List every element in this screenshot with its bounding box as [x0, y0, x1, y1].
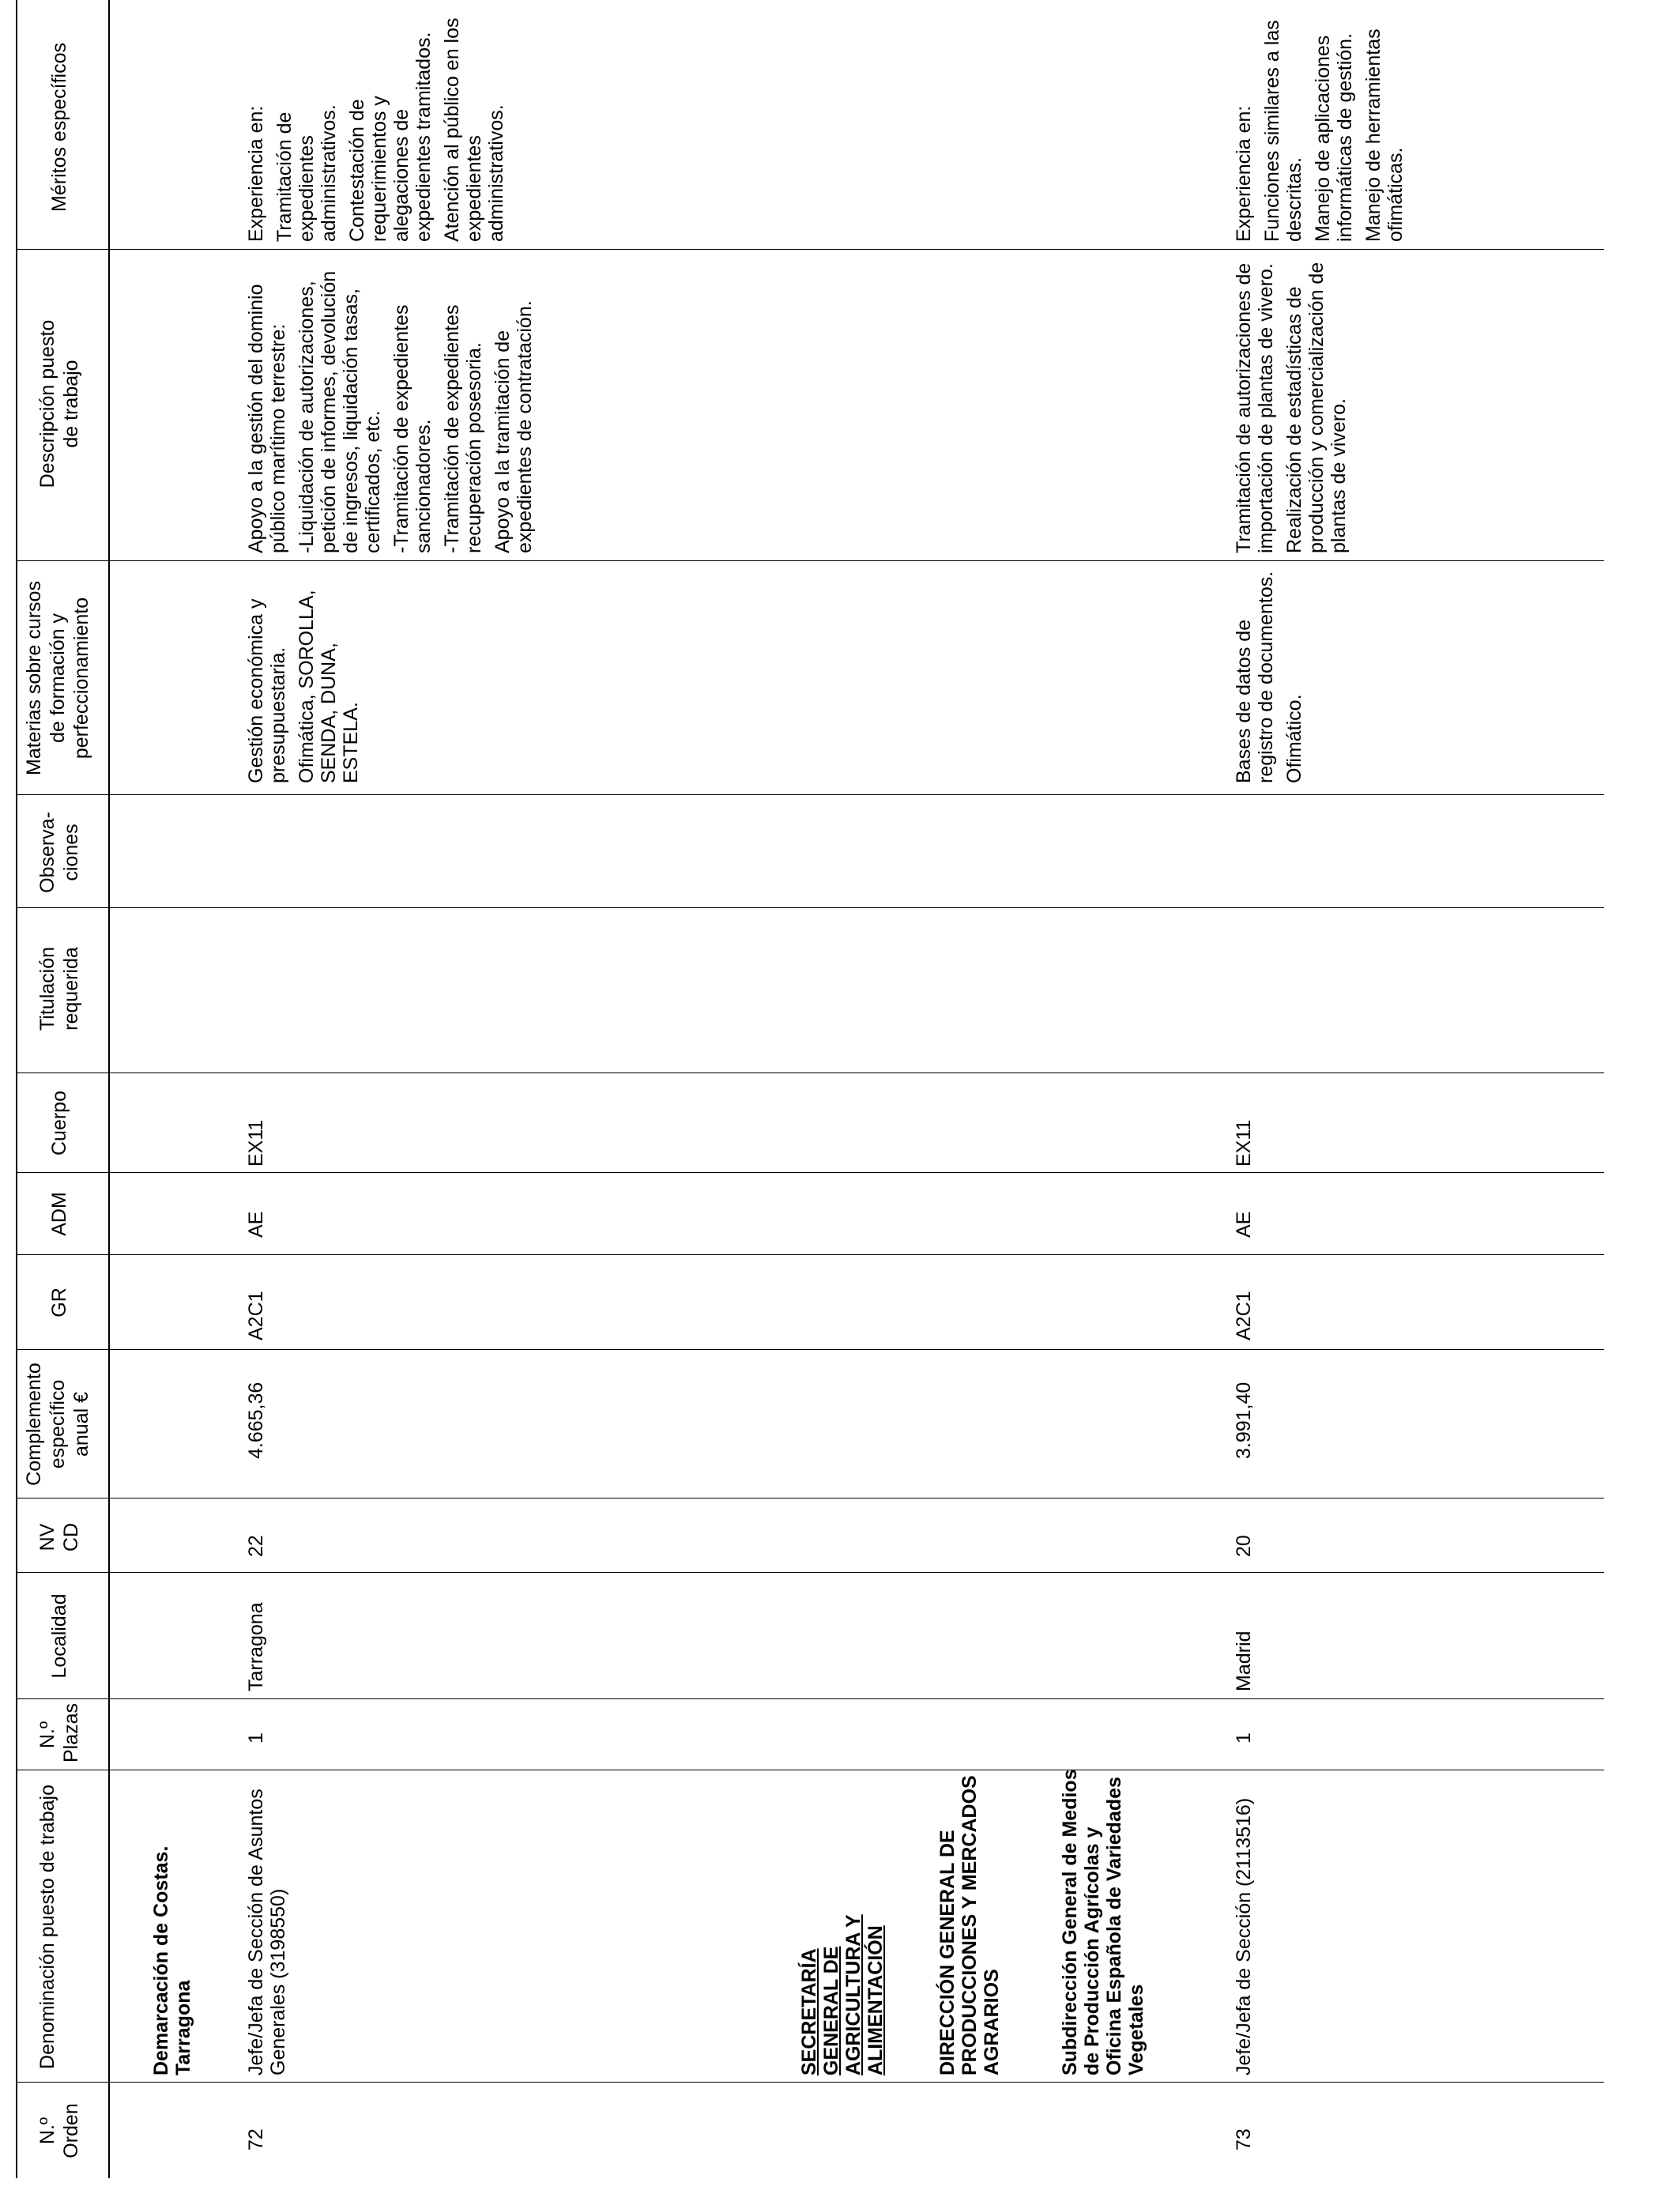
row72-plazas: 1: [245, 1732, 267, 1744]
row72-orden: 72: [245, 2128, 267, 2151]
row73-descripcion-line: Realización de estadísticas de producción y comercialización de plantas de vivero.: [1283, 262, 1350, 553]
header-complemento: Complemento específico anual €: [23, 1363, 92, 1486]
row73-descripcion: [1233, 253, 1356, 553]
row73-denominacion: Jefe/Jefa de Sección (2113516): [1233, 1797, 1255, 2075]
row72-descripcion-line: Apoyo a la tramitación de expedientes de contratación.: [492, 300, 536, 553]
header-adm: ADM: [48, 1192, 70, 1236]
row72-adm: AE: [245, 1211, 267, 1238]
col-sep: [16, 249, 1604, 250]
row73-materias-line: Ofimático.: [1283, 694, 1305, 783]
col-sep: [16, 1349, 1604, 1350]
header-localidad: Localidad: [48, 1593, 70, 1679]
col-sep: [16, 1072, 1604, 1073]
row72-meritos-line: Contestación de requerimientos y alegaciones de expedientes tramitados.: [346, 32, 435, 242]
col-sep: [16, 1172, 1604, 1173]
header-materias: Materias sobre cursos de formación y perfeccionamiento: [23, 581, 92, 775]
row72-materias-line: Ofimática, SOROLLA, SENDA, DUNA, ESTELA.: [296, 590, 362, 783]
header-titulacion: Titulación requerida: [36, 946, 82, 1031]
row72-descripcion-line: -Liquidación de autorizaciones, petición de informes, devolución de ingresos, liquidación tasas, certificados, etc.: [296, 270, 384, 553]
row73-orden: 73: [1233, 2128, 1255, 2151]
header-nvcd: NV CD: [36, 1522, 82, 1552]
row72-complemento: 4.665,36: [245, 1382, 267, 1459]
header-meritos: Méritos específicos: [48, 43, 70, 212]
row72-gr: A2C1: [245, 1291, 267, 1340]
row72-materias-line: Gestión económica y presupuestaria.: [245, 598, 289, 783]
col-sep: [16, 2082, 1604, 2083]
row72-meritos: [245, 1, 514, 242]
col-sep: [16, 794, 1604, 795]
header-gr: GR: [48, 1287, 70, 1318]
section-direccion: DIRECCIÓN GENERAL DE PRODUCCIONES Y MERCADOS AGRARIOS: [936, 1775, 1003, 2075]
row72-meritos-line: Experiencia en:: [245, 105, 267, 242]
col-sep: [16, 1698, 1604, 1699]
header-orden: N.º Orden: [36, 2103, 82, 2158]
col-sep: [16, 560, 1604, 561]
row72-meritos-line: Tramitación de expedientes administrativos.: [273, 104, 340, 242]
row72-cuerpo: EX11: [245, 1119, 267, 1167]
section-demarcacion: Demarcación de Costas. Tarragona: [150, 1845, 194, 2075]
row73-meritos-line: Experiencia en:: [1233, 105, 1255, 242]
header-descripcion: Descripción puesto de trabajo: [36, 319, 82, 488]
col-sep: [16, 907, 1604, 908]
header-plazas: N.º Plazas: [36, 1702, 82, 1762]
row73-materias: [1233, 570, 1312, 783]
row72-descripcion: [245, 253, 542, 553]
row72-materias: [245, 570, 368, 783]
row73-localidad: Madrid: [1233, 1630, 1255, 1691]
row73-plazas: 1: [1233, 1732, 1255, 1744]
row73-meritos-line: Manejo de herramientas ofimáticas.: [1362, 28, 1407, 242]
table-top-rule: [16, 0, 17, 2178]
header-denominacion: Denominación puesto de trabajo: [36, 1785, 58, 2069]
row72-denominacion: Jefe/Jefa de Sección de Asuntos Generales (3198550): [245, 1789, 289, 2075]
row73-materias-line: Bases de datos de registro de documentos.: [1233, 571, 1277, 783]
row73-meritos-line: Manejo de aplicaciones informáticas de gestión.: [1312, 32, 1356, 242]
row73-meritos-line: Funciones similares a las descritas.: [1261, 20, 1305, 242]
section-secretaria: SECRETARÍA GENERAL DE AGRICULTURA Y ALIMENTACIÓN: [798, 1914, 887, 2075]
row72-meritos-line: Atención al público en los expedientes administrativos.: [441, 17, 507, 242]
header-observaciones: Observa-ciones: [36, 812, 82, 893]
row72-descripcion-line: -Tramitación de expedientes recuperación posesoria.: [441, 304, 485, 553]
row73-gr: A2C1: [1233, 1291, 1255, 1340]
row73-complemento: 3.991,40: [1233, 1382, 1255, 1459]
row73-adm: AE: [1233, 1211, 1255, 1238]
row72-descripcion-line: Apoyo a la gestión del dominio público marítimo terrestre:: [245, 284, 289, 553]
section-subdireccion: Subdirección General de Medios de Producción Agrícolas y Oficina Española de Variedades Vegetales: [1059, 1769, 1147, 2075]
row73-cuerpo: EX11: [1233, 1119, 1255, 1167]
col-sep: [16, 1572, 1604, 1573]
row73-meritos: [1233, 1, 1413, 242]
row72-nvcd: 22: [245, 1535, 267, 1557]
row72-localidad: Tarragona: [245, 1602, 267, 1691]
row72-descripcion-line: -Tramitación de expedientes sancionadores.: [390, 304, 435, 553]
col-sep: [16, 1254, 1604, 1255]
row73-descripcion-line: Tramitación de autorizaciones de importación de plantas de vivero.: [1233, 262, 1277, 553]
row73-nvcd: 20: [1233, 1535, 1255, 1557]
header-bottom-rule: [108, 0, 110, 2178]
header-cuerpo: Cuerpo: [48, 1091, 70, 1155]
